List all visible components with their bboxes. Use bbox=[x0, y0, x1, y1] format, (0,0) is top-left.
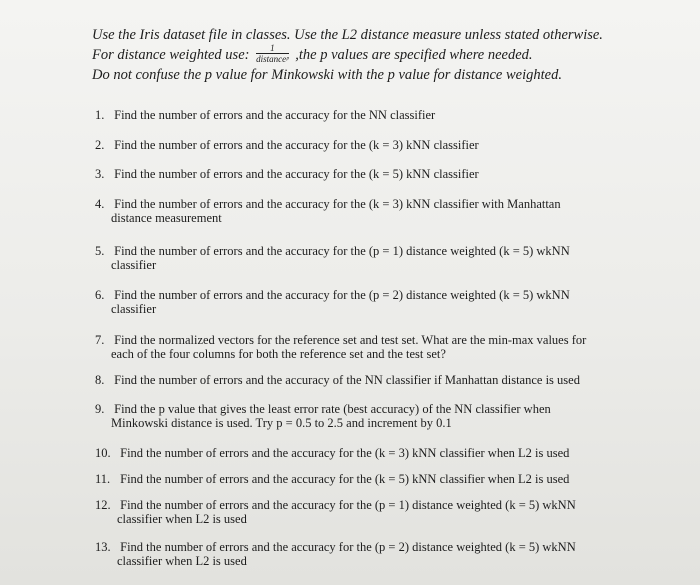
question-text: Find the number of errors and the accuracy for the (k = 5) kNN classifier bbox=[114, 167, 479, 181]
question-text: Find the number of errors and the accuracy of the NN classifier if Manhattan distance is used bbox=[114, 373, 580, 387]
question-text: Find the number of errors and the accuracy for the (p = 2) distance weighted (k = 5) wkNN bbox=[120, 540, 576, 554]
intro-line-2 bbox=[92, 45, 652, 66]
instructions bbox=[92, 26, 652, 85]
intro-line-2-post: ,the p values are specified where needed. bbox=[295, 46, 533, 63]
question-text: Find the number of errors and the accuracy for the (p = 1) distance weighted (k = 5) wkNN bbox=[114, 244, 570, 258]
fraction-denominator: distanceᵖ bbox=[256, 54, 289, 64]
question-text-continued: classifier bbox=[111, 302, 157, 316]
question-number: 12. bbox=[95, 498, 111, 512]
question-number: 5. bbox=[95, 244, 105, 258]
question-text: Find the number of errors and the accuracy for the (k = 3) kNN classifier bbox=[114, 138, 479, 152]
question-item bbox=[95, 244, 615, 272]
question-item bbox=[95, 472, 615, 486]
question-item bbox=[95, 138, 615, 152]
question-number: 11. bbox=[95, 472, 111, 486]
question-item bbox=[95, 288, 615, 316]
question-item bbox=[95, 446, 615, 460]
weight-fraction bbox=[256, 43, 289, 64]
question-text: Find the number of errors and the accuracy for the NN classifier bbox=[114, 108, 436, 122]
question-number: 2. bbox=[95, 138, 105, 152]
question-number: 8. bbox=[95, 373, 105, 387]
fraction-numerator: 1 bbox=[256, 43, 289, 54]
question-number: 9. bbox=[95, 402, 105, 416]
question-number: 6. bbox=[95, 288, 105, 302]
question-text: Find the number of errors and the accuracy for the (k = 3) kNN classifier when L2 is used bbox=[120, 446, 570, 460]
question-text: Find the normalized vectors for the reference set and test set. What are the min-max values for bbox=[114, 333, 587, 347]
question-item bbox=[95, 108, 615, 122]
intro-line-2-pre: For distance weighted use: bbox=[92, 46, 250, 63]
question-item bbox=[95, 333, 615, 361]
question-number: 10. bbox=[95, 446, 111, 460]
question-text-continued: classifier when L2 is used bbox=[117, 554, 247, 568]
question-number: 13. bbox=[95, 540, 111, 554]
question-text-continued: Minkowski distance is used. Try p = 0.5 to 2.5 and increment by 0.1 bbox=[111, 416, 452, 430]
question-item bbox=[95, 498, 615, 526]
question-text: Find the number of errors and the accuracy for the (k = 3) kNN classifier with Manhattan bbox=[114, 197, 561, 211]
question-item bbox=[95, 402, 615, 430]
question-text: Find the number of errors and the accuracy for the (k = 5) kNN classifier when L2 is used bbox=[120, 472, 570, 486]
question-text: Find the number of errors and the accuracy for the (p = 1) distance weighted (k = 5) wkNN bbox=[120, 498, 576, 512]
question-item bbox=[95, 197, 615, 225]
question-text-continued: classifier bbox=[111, 258, 157, 272]
question-text: Find the p value that gives the least error rate (best accuracy) of the NN classifier when bbox=[114, 402, 551, 416]
question-text-continued: each of the four columns for both the reference set and the test set? bbox=[111, 347, 446, 361]
question-item bbox=[95, 540, 615, 568]
question-text: Find the number of errors and the accuracy for the (p = 2) distance weighted (k = 5) wkNN bbox=[114, 288, 570, 302]
question-number: 1. bbox=[95, 108, 105, 122]
question-item bbox=[95, 167, 615, 181]
question-text-continued: classifier when L2 is used bbox=[117, 512, 247, 526]
question-text-continued: distance measurement bbox=[111, 211, 222, 225]
question-item bbox=[95, 373, 615, 387]
intro-line-3: Do not confuse the p value for Minkowski with the p value for distance weighted. bbox=[92, 67, 562, 83]
intro-line-1: Use the Iris dataset file in classes. Use the L2 distance measure unless stated otherwise. bbox=[92, 27, 603, 43]
question-number: 7. bbox=[95, 333, 105, 347]
question-number: 3. bbox=[95, 167, 105, 181]
question-number: 4. bbox=[95, 197, 105, 211]
